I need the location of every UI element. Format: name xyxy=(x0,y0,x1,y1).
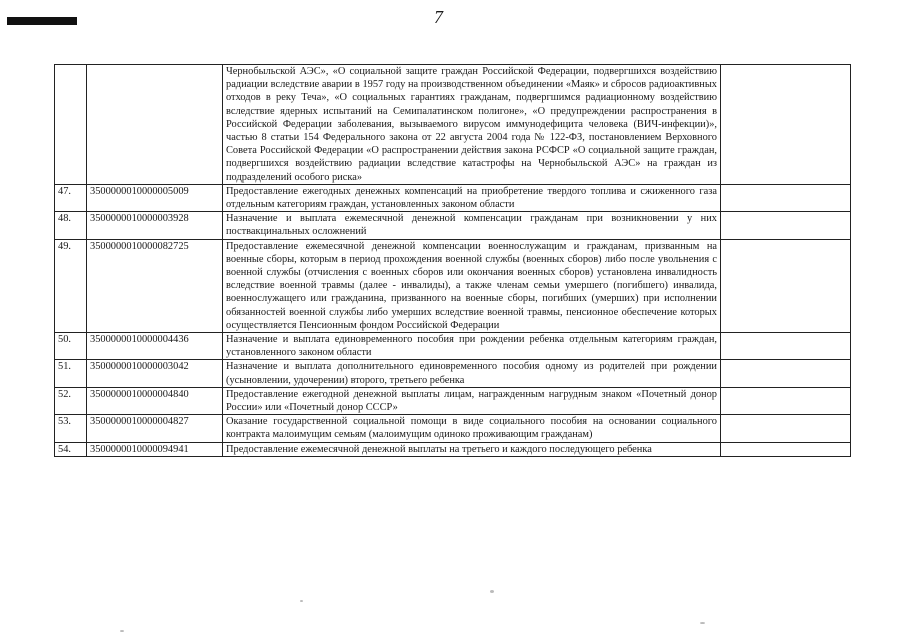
empty-cell xyxy=(721,442,851,456)
table-row xyxy=(55,333,851,360)
table-row xyxy=(55,65,851,185)
redaction-mark xyxy=(7,17,77,25)
service-description: Предоставление ежемесячной денежной выплаты на третьего и каждого последующего ребенка xyxy=(223,442,721,456)
service-description: Назначение и выплата ежемесячной денежной компенсации гражданам при возникновении у них поствакцинальных осложнений xyxy=(223,212,721,239)
row-number: 51. xyxy=(55,360,87,387)
service-code: 3500000010000003042 xyxy=(87,360,223,387)
scan-noise xyxy=(120,630,124,632)
service-code: 3500000010000082725 xyxy=(87,239,223,332)
service-code xyxy=(87,65,223,185)
table-row xyxy=(55,212,851,239)
service-description: Назначение и выплата дополнительного единовременного пособия одному из родителей при рождении (усыновлении, удочерении) второго, третьего ребенка xyxy=(223,360,721,387)
row-number xyxy=(55,65,87,185)
service-description: Предоставление ежемесячной денежной компенсации военнослужащим и гражданам, призванным на военные сборы, которым в период прохождения военной службы (военных сборов) либо после увольнения с военной службы (отчисления с военных сборов или окончания военных сборов) установлена инвалидность вследствие военной травмы (далее - инвалиды), а также членам семьи умершего (погибшего) инвалида, военнослужащего или гражданина, призванного на военные сборы, погибших (умерших) при исполнении обязанностей военной службы либо умерших вследствие военной травмы, пенсионное обеспечение которых осуществляется Пенсионным фондом Российской Федерации xyxy=(223,239,721,332)
row-number: 47. xyxy=(55,184,87,211)
empty-cell xyxy=(721,65,851,185)
table-row xyxy=(55,442,851,456)
services-table xyxy=(54,64,851,457)
empty-cell xyxy=(721,387,851,414)
row-number: 50. xyxy=(55,333,87,360)
scan-noise xyxy=(300,600,303,602)
service-description: Предоставление ежегодных денежных компенсаций на приобретение твердого топлива и сжиженного газа отдельным категориям граждан, установленных законом области xyxy=(223,184,721,211)
scan-noise xyxy=(490,590,494,593)
row-number: 49. xyxy=(55,239,87,332)
empty-cell xyxy=(721,333,851,360)
page-number: 7 xyxy=(434,7,443,27)
table-row xyxy=(55,239,851,332)
service-description: Назначение и выплата единовременного пособия при рождении ребенка отдельным категориям граждан, установленного законом области xyxy=(223,333,721,360)
row-number: 52. xyxy=(55,387,87,414)
empty-cell xyxy=(721,360,851,387)
service-code: 3500000010000003928 xyxy=(87,212,223,239)
service-code: 3500000010000004436 xyxy=(87,333,223,360)
service-code: 3500000010000004840 xyxy=(87,387,223,414)
table-row xyxy=(55,184,851,211)
row-number: 53. xyxy=(55,415,87,442)
service-code: 3500000010000094941 xyxy=(87,442,223,456)
row-number: 48. xyxy=(55,212,87,239)
table-row xyxy=(55,415,851,442)
service-description: Оказание государственной социальной помощи в виде социального пособия на основании социального контракта малоимущим семьям (малоимущим одиноко проживающим гражданам) xyxy=(223,415,721,442)
empty-cell xyxy=(721,212,851,239)
table-row xyxy=(55,387,851,414)
empty-cell xyxy=(721,184,851,211)
table-row xyxy=(55,360,851,387)
service-code: 3500000010000005009 xyxy=(87,184,223,211)
empty-cell xyxy=(721,415,851,442)
row-number: 54. xyxy=(55,442,87,456)
service-description: Предоставление ежегодной денежной выплаты лицам, награжденным нагрудным знаком «Почетный донор России» или «Почетный донор СССР» xyxy=(223,387,721,414)
empty-cell xyxy=(721,239,851,332)
scan-noise xyxy=(700,622,705,624)
service-code: 3500000010000004827 xyxy=(87,415,223,442)
service-description: Чернобыльской АЭС», «О социальной защите граждан Российской Федерации, подвергшихся воздействию радиации вследствие аварии в 1957 году на производственном объединении «Маяк» и сбросов радиоактивных отходов в реку Теча», «О социальных гарантиях гражданам, подвергшимся радиационному воздействию вследствие ядерных испытаний на Семипалатинском полигоне», «О предупреждении распространения в Российской Федерации заболевания, вызываемого вирусом иммунодефицита человека (ВИЧ-инфекции)», частью 8 статьи 154 Федерального закона от 22 августа 2004 года № 122-ФЗ, постановлением Верховного Совета Российской Федерации «О распространении действия закона РСФСР «О социальной защите граждан, подвергшихся воздействию радиации вследствие катастрофы на Чернобыльской АЭС» на граждан из подразделений особого риска» xyxy=(223,65,721,185)
